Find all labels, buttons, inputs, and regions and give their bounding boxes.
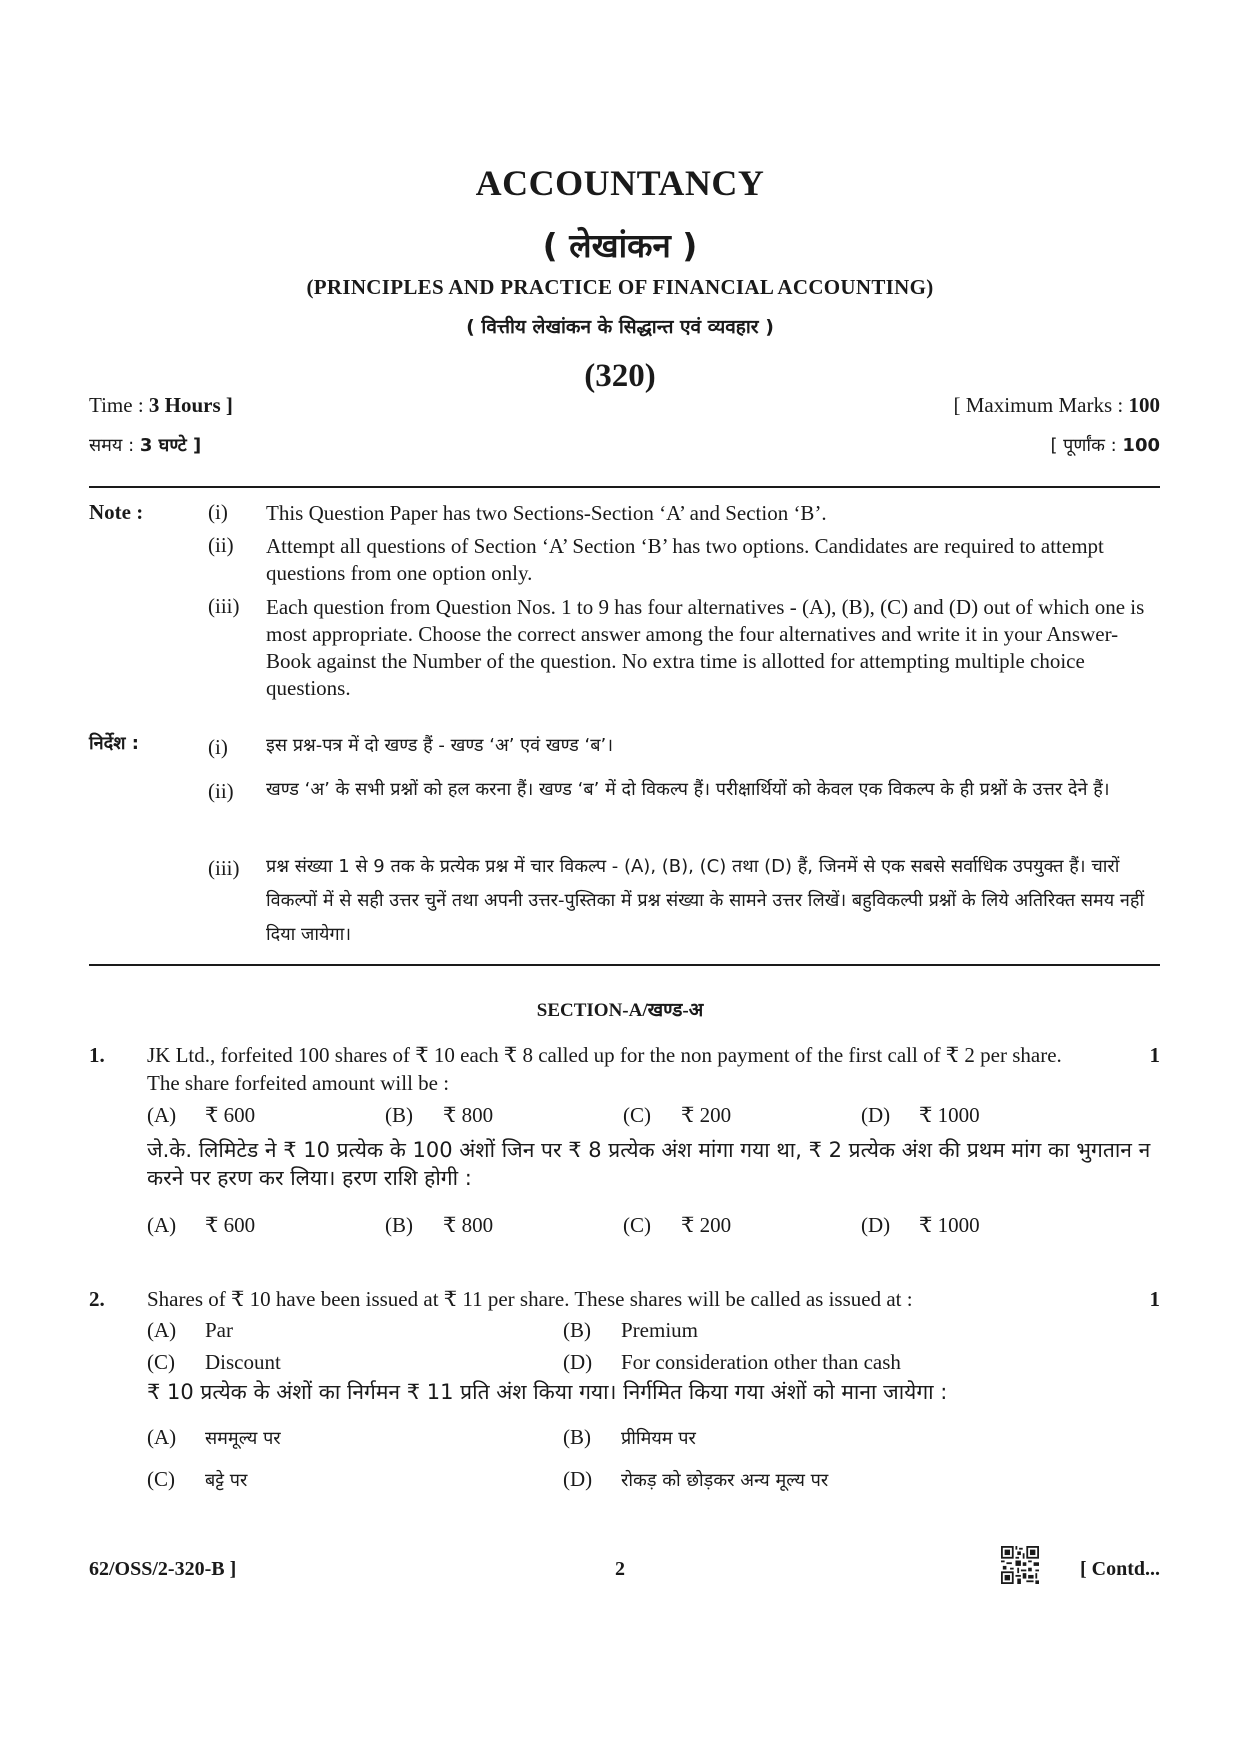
divider-bottom bbox=[89, 964, 1160, 966]
option-hindi-b: (B) प्रीमियम पर bbox=[563, 1425, 696, 1449]
time-label: Time : bbox=[89, 393, 149, 417]
marks-hindi-value: 100 bbox=[1122, 435, 1160, 456]
note-hindi-num: (iii) bbox=[208, 856, 240, 880]
option-b: (B) Premium bbox=[563, 1318, 698, 1342]
note-hindi-num: (ii) bbox=[208, 779, 234, 803]
marks-hindi-label: [ पूर्णांक : bbox=[1050, 435, 1123, 456]
paper-code: 62/OSS/2-320-B ] bbox=[89, 1558, 237, 1580]
note-item-text: This Question Paper has two Sections-Section ‘A’ and Section ‘B’. bbox=[266, 501, 827, 525]
note-hindi-text: इस प्रश्न-पत्र में दो खण्ड हैं - खण्ड ‘अ’ एवं खण्ड ‘ब’। bbox=[266, 735, 614, 756]
option-b: (B) ₹ 800 bbox=[385, 1103, 494, 1127]
marks-hindi bbox=[1050, 433, 1160, 457]
question-number: 2. bbox=[89, 1287, 105, 1311]
paper-subtitle: (PRINCIPLES AND PRACTICE OF FINANCIAL ACCOUNTING) bbox=[306, 275, 934, 299]
option-c: (C) Discount bbox=[147, 1350, 281, 1374]
option-hindi-c: (C) बट्टे पर bbox=[147, 1467, 248, 1491]
note-hindi-text: खण्ड ‘अ’ के सभी प्रश्नों को हल करना हैं। खण्ड ‘ब’ में दो विकल्प हैं। परीक्षार्थियों को केवल एक विकल्प के ही प्रश्नों के उत्तर देने हैं। bbox=[266, 779, 1110, 800]
option-d: (D) For consideration other than cash bbox=[563, 1350, 901, 1374]
note-hindi-label: निर्देश : bbox=[89, 733, 139, 754]
note-hindi-num: (i) bbox=[208, 735, 228, 759]
option-hindi-d: (D) रोकड़ को छोड़कर अन्य मूल्य पर bbox=[563, 1467, 829, 1491]
note-item-num: (ii) bbox=[208, 533, 234, 557]
paper-subtitle-hindi: ( वित्तीय लेखांकन के सिद्धान्त एवं व्यवहार ) bbox=[466, 316, 774, 338]
question-number: 1. bbox=[89, 1043, 105, 1067]
note-item-num: (i) bbox=[208, 500, 228, 524]
question-text: JK Ltd., forfeited 100 shares of ₹ 10 each ₹ 8 called up for the non payment of the first call of ₹ 2 per share. The share forfeited amount will be : bbox=[147, 1043, 1062, 1095]
note-item-text: Each question from Question Nos. 1 to 9 has four alternatives - (A), (B), (C) and (D) out of which one is most appropriate. Choose the correct answer among the four alternatives and write it in your Answer-Book against the Number of the question. No extra time is allotted for attempting multiple choice questions. bbox=[266, 595, 1145, 700]
marks-label: [ Maximum Marks : bbox=[953, 393, 1129, 417]
question-marks: 1 bbox=[1149, 1287, 1160, 1311]
question-text-hindi: ₹ 10 प्रत्येक के अंशों का निर्गमन ₹ 11 प्रति अंश किया गया। निर्गमित किया गया अंशों को माना जायेगा : bbox=[147, 1380, 948, 1404]
note-item-num: (iii) bbox=[208, 594, 240, 618]
time-hindi-value: 3 घण्टे ] bbox=[139, 435, 202, 456]
option-hindi-a: (A) सममूल्य पर bbox=[147, 1425, 281, 1449]
note-label: Note : bbox=[89, 500, 144, 524]
section-heading: SECTION-A/खण्ड-अ bbox=[536, 1000, 704, 1021]
option-hindi-c: (C) ₹ 200 bbox=[623, 1213, 732, 1237]
option-c: (C) ₹ 200 bbox=[623, 1103, 732, 1127]
question-text: Shares of ₹ 10 have been issued at ₹ 11 per share. These shares will be called as issued at : bbox=[147, 1287, 913, 1311]
option-a: (A) Par bbox=[147, 1318, 233, 1342]
continued-label: [ Contd... bbox=[1079, 1558, 1160, 1580]
subject-code: (320) bbox=[584, 358, 656, 394]
divider-top bbox=[89, 486, 1160, 488]
question-marks: 1 bbox=[1149, 1043, 1160, 1067]
qr-code-icon bbox=[1001, 1546, 1039, 1584]
option-hindi-b: (B) ₹ 800 bbox=[385, 1213, 494, 1237]
time-hindi-label: समय : bbox=[89, 435, 140, 456]
note-hindi-text: प्रश्न संख्या 1 से 9 तक के प्रत्येक प्रश्न में चार विकल्प - (A), (B), (C) तथा (D) हैं, जिनमें से एक सबसे सर्वाधिक उपयुक्त हैं। चारों विकल्पों में से सही उत्तर चुनें तथा अपनी उत्तर-पुस्तिका में प्रश्न संख्या के सामने उत्तर लिखें। बहुविकल्पी प्रश्नों के लिये अतिरिक्त समय नहीं दिया जायेगा। bbox=[266, 856, 1145, 945]
page-number: 2 bbox=[615, 1558, 625, 1580]
marks-english bbox=[954, 393, 1160, 418]
time-hindi bbox=[89, 433, 201, 457]
note-item-text: Attempt all questions of Section ‘A’ Section ‘B’ has two options. Candidates are required to attempt questions from one option only. bbox=[266, 534, 1104, 585]
paper-title: ACCOUNTANCY bbox=[475, 163, 765, 203]
paper-title-hindi: ( लेखांकन ) bbox=[542, 226, 698, 265]
time-english bbox=[89, 393, 233, 418]
question-text-hindi: जे.के. लिमिटेड ने ₹ 10 प्रत्येक के 100 अंशों जिन पर ₹ 8 प्रत्येक अंश मांगा गया था, ₹ 2 प्रत्येक अंश की प्रथम मांग का भुगतान न करने पर हरण कर लिया। हरण राशि होगी : bbox=[147, 1138, 1151, 1190]
time-value: 3 Hours ] bbox=[148, 393, 233, 417]
option-hindi-d: (D) ₹ 1000 bbox=[861, 1213, 980, 1237]
option-hindi-a: (A) ₹ 600 bbox=[147, 1213, 256, 1237]
marks-value: 100 bbox=[1128, 393, 1160, 417]
option-d: (D) ₹ 1000 bbox=[861, 1103, 980, 1127]
option-a: (A) ₹ 600 bbox=[147, 1103, 256, 1127]
